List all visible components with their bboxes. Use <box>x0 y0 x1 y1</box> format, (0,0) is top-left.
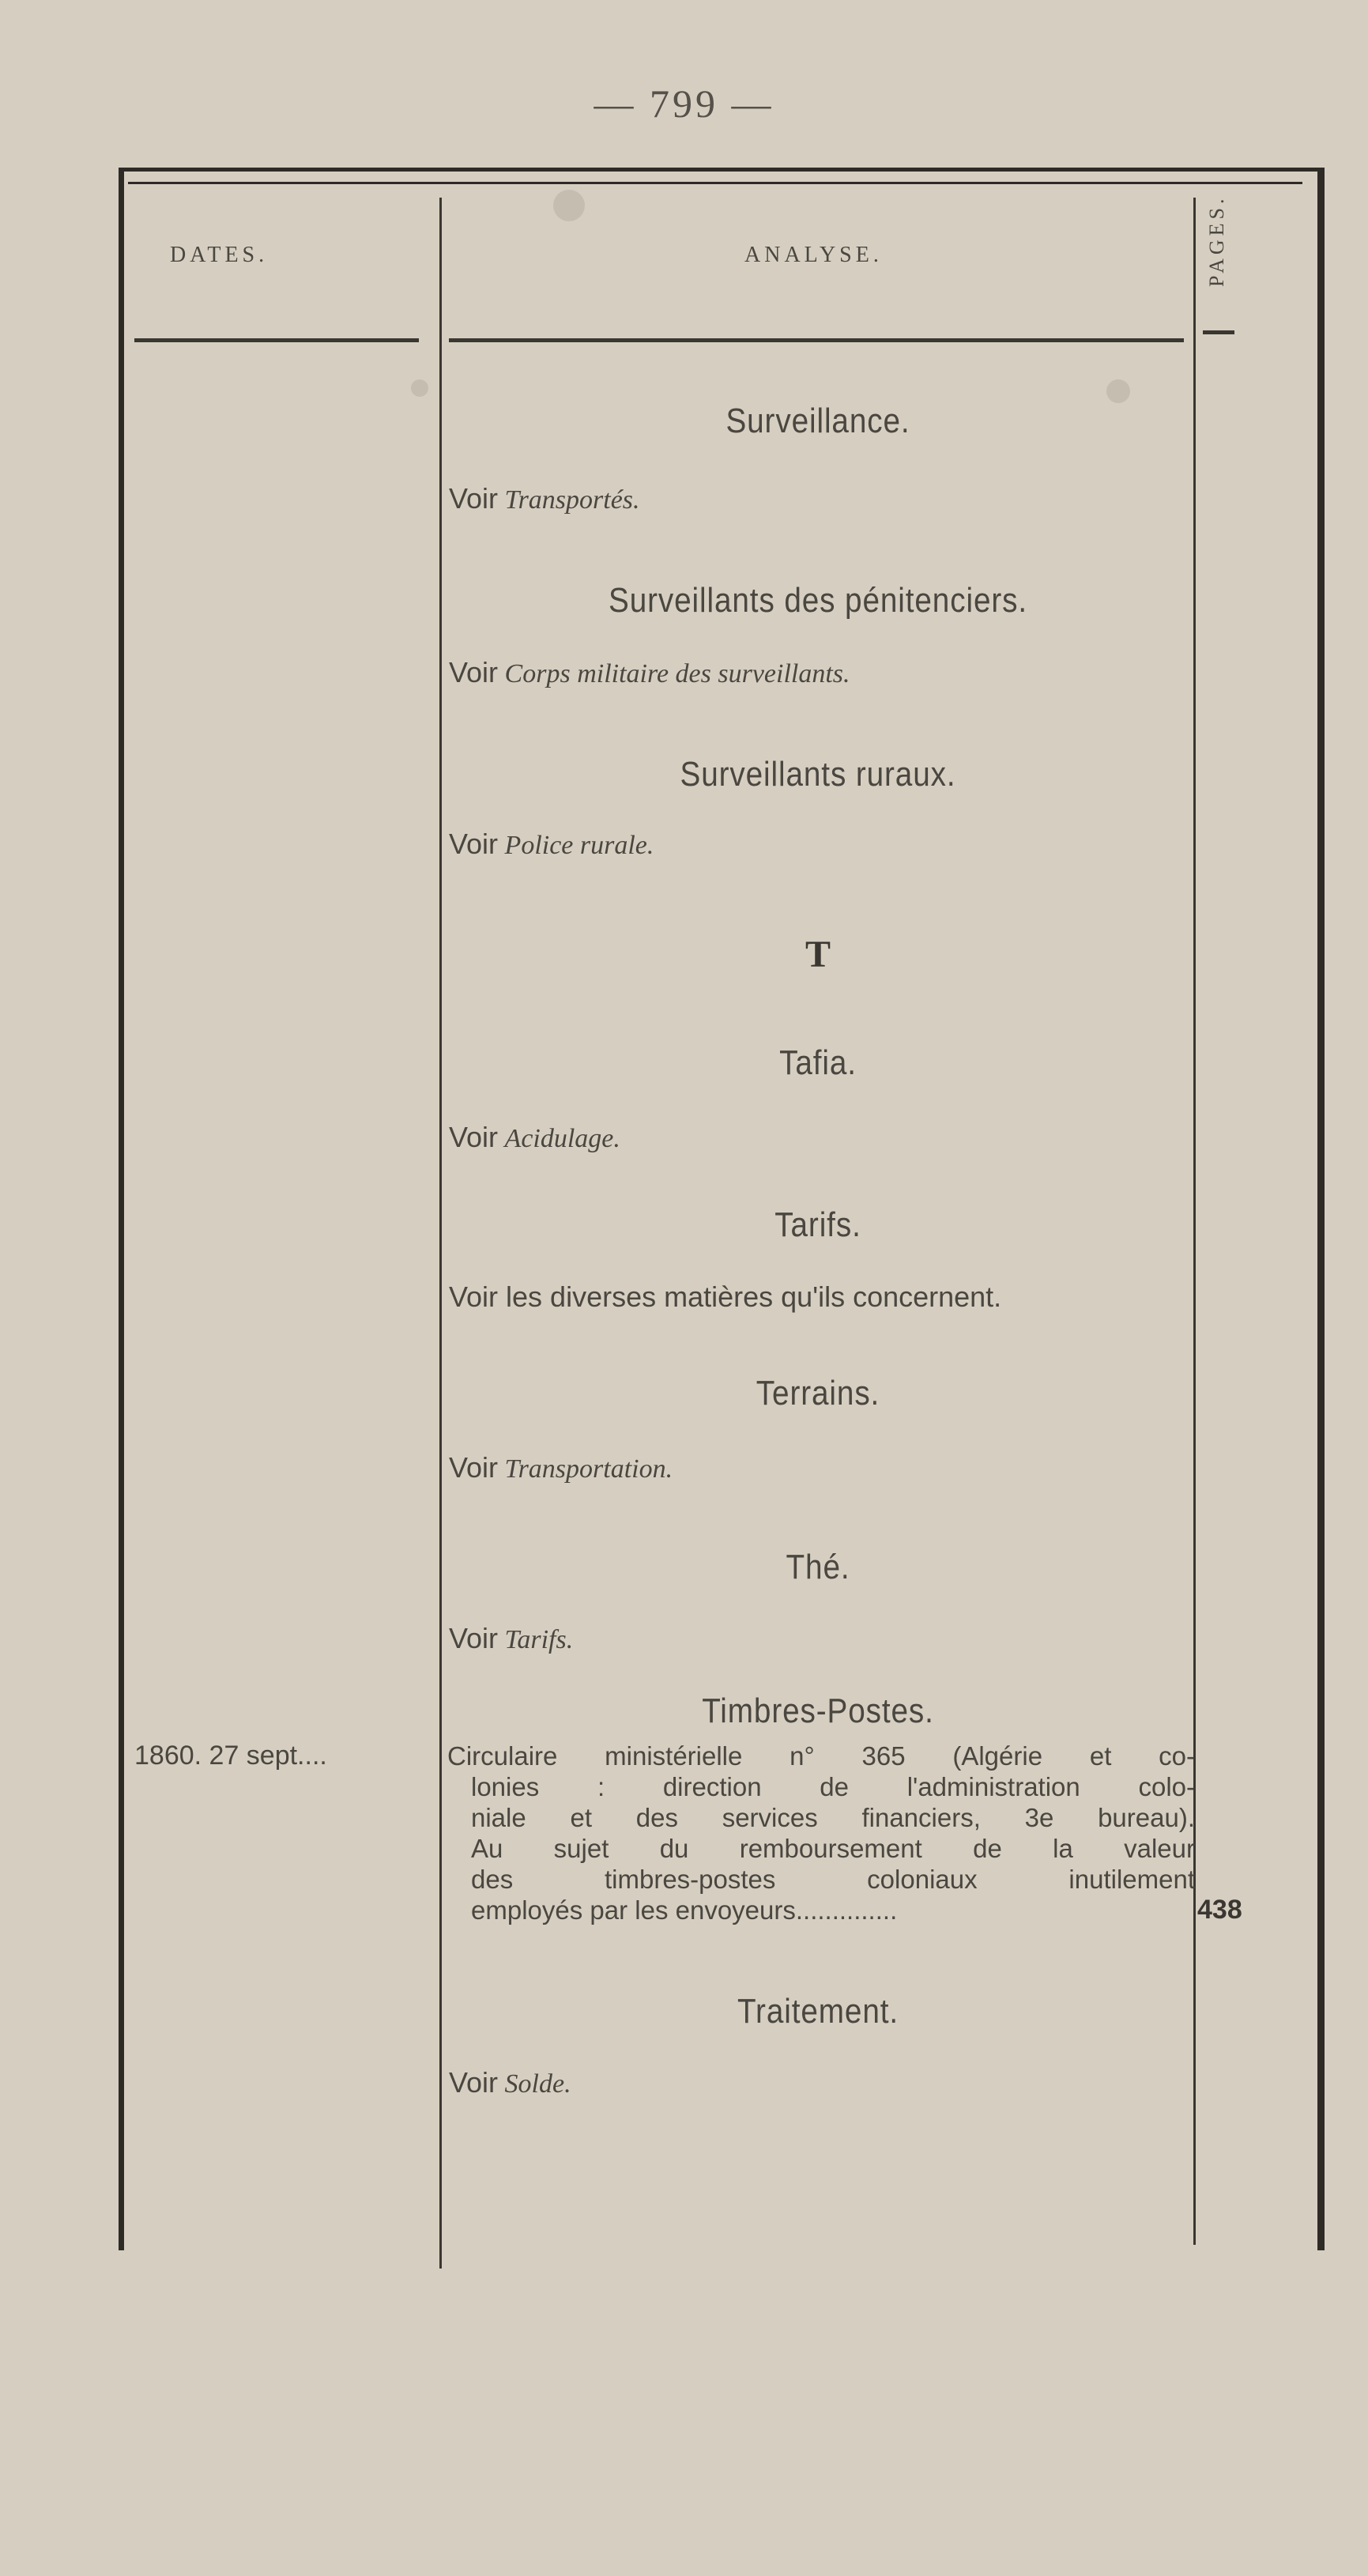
voir-prefix: Voir <box>449 2066 499 2099</box>
entry-analysis-line: employés par les envoyeurs.............. <box>471 1895 898 1925</box>
voir-target: Tarifs. <box>504 1625 574 1654</box>
section-letter: T <box>805 933 831 975</box>
entry-reference <box>449 828 654 861</box>
voir-target: Police rurale. <box>504 831 654 860</box>
entry-reference <box>449 482 640 515</box>
voir-prefix: Voir <box>449 482 499 515</box>
entry-analysis-line: des timbres-postes coloniaux inutilement <box>471 1865 1195 1894</box>
page-number: — 799 — <box>594 81 774 126</box>
entry-reference <box>449 2066 571 2099</box>
entry-reference <box>449 1280 1001 1314</box>
voir-prefix: Voir <box>449 1451 499 1484</box>
page-reference: 438 <box>1197 1895 1242 1925</box>
voir-target: Solde. <box>504 2069 571 2099</box>
voir-prefix: Voir <box>449 1622 499 1654</box>
entry-reference <box>449 1622 573 1655</box>
entry-date: 1860. 27 sept.... <box>134 1741 327 1771</box>
voir-prefix: Voir <box>449 656 499 688</box>
table-inner-top-rule <box>128 182 1302 184</box>
voir-prefix: Voir <box>449 828 499 860</box>
voir-target: Corps militaire des surveillants. <box>504 659 850 688</box>
header-rule-analysis <box>449 338 1184 342</box>
entry-heading: Surveillance. <box>725 402 910 440</box>
entry-analysis <box>447 1741 1195 1925</box>
entry-analysis-line: niale et des services financiers, 3e bureau). <box>471 1803 1195 1832</box>
dates-column-header: DATES. <box>170 243 269 267</box>
pages-column-header: PAGES. <box>1205 194 1228 288</box>
entry-heading: Timbres-Postes. <box>702 1692 934 1730</box>
dates-column-divider <box>439 198 442 2269</box>
voir-target: Transportés. <box>504 485 640 515</box>
entry-heading: Surveillants ruraux. <box>680 755 956 794</box>
entry-heading: Tafia. <box>779 1043 857 1082</box>
entry-analysis-line: lonies : direction de l'administration colo- <box>471 1772 1195 1801</box>
entry-heading: Traitement. <box>737 1992 899 2031</box>
entry-analysis-line: Au sujet du remboursement de la valeur <box>471 1834 1195 1863</box>
voir-target: Transportation. <box>504 1454 673 1484</box>
voir-prefix: Voir les diverses matières qu'ils concernent. <box>449 1280 1002 1313</box>
entry-reference <box>449 1451 673 1484</box>
header-rule-dates <box>134 338 419 342</box>
entry-heading: Surveillants des pénitenciers. <box>608 581 1028 620</box>
analysis-column-header: ANALYSE. <box>744 243 883 267</box>
entry-heading: Terrains. <box>756 1374 880 1412</box>
voir-target: Acidulage. <box>504 1124 620 1153</box>
voir-prefix: Voir <box>449 1121 499 1153</box>
entry-reference <box>449 1121 620 1154</box>
entry-analysis-line: Circulaire ministérielle n° 365 (Algérie et co- <box>447 1741 1195 1771</box>
entry-heading: Tarifs. <box>774 1205 861 1244</box>
entry-reference <box>449 656 850 689</box>
analysis-column-divider <box>1193 198 1196 2245</box>
entry-heading: Thé. <box>786 1548 850 1586</box>
header-rule-pages <box>1203 330 1234 334</box>
